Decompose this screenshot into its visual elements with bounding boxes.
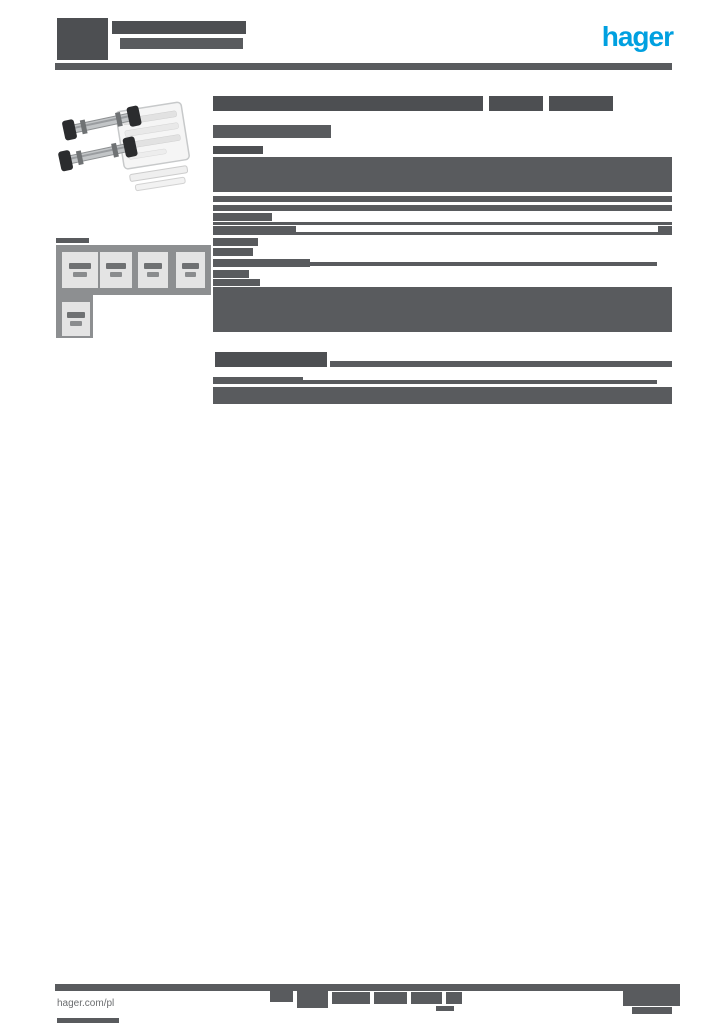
spec-label [213, 377, 303, 384]
thumbnail-product-shape [144, 263, 163, 269]
section-rule [330, 361, 672, 367]
footer-date-block [57, 1018, 119, 1023]
footer-right-block [632, 1007, 672, 1014]
paragraph-block [213, 287, 672, 332]
spec-hairline [310, 262, 657, 266]
spec-label [213, 238, 258, 246]
thumbnail-image [62, 252, 98, 288]
footer-text-word [332, 992, 370, 1004]
footer-text-word [270, 991, 293, 1002]
spec-label [213, 213, 272, 221]
thumbnail-caption [56, 238, 89, 243]
paragraph-line [213, 196, 672, 202]
product-photo-illustration [57, 92, 200, 194]
product-name-segment [549, 96, 613, 111]
product-photo [57, 92, 200, 194]
thumbnail-product-shape [147, 272, 159, 277]
thumbnail-product-shape [67, 312, 84, 318]
spec-hairline [213, 232, 672, 235]
doc-title-line2 [120, 38, 243, 49]
doc-title-block [57, 18, 108, 60]
footer-text-word [297, 991, 328, 1008]
footer-text-word [436, 1006, 454, 1011]
section-heading [215, 352, 327, 367]
paragraph-line [213, 205, 672, 211]
spec-label [213, 279, 260, 286]
spec-hairline [213, 222, 672, 225]
section-heading [213, 146, 263, 154]
thumbnail-image [100, 252, 132, 288]
spec-label [213, 248, 253, 256]
thumbnail-product-shape [182, 263, 200, 269]
thumbnail-product-shape [110, 272, 123, 277]
thumbnail-product-shape [185, 272, 197, 277]
product-name-segment [213, 96, 483, 111]
footer-link[interactable]: hager.com/pl [57, 997, 177, 1011]
product-reference [213, 125, 331, 138]
spec-label [213, 270, 249, 278]
footer-right-block [623, 987, 680, 1006]
doc-title-line1 [112, 21, 246, 34]
spec-label [213, 259, 310, 267]
paragraph-block [213, 387, 672, 404]
hager-logo: hager [601, 21, 673, 52]
thumbnail-product-shape [69, 263, 91, 269]
thumbnail-image [176, 252, 205, 288]
footer-text-word [446, 992, 462, 1004]
paragraph-block [213, 157, 672, 192]
footer-text-word [411, 992, 442, 1004]
footer-text-word [374, 992, 407, 1004]
thumbnail-image [62, 302, 90, 336]
thumbnail-product-shape [70, 321, 81, 326]
footer-rule [55, 984, 680, 991]
thumbnail-product-shape [73, 272, 87, 277]
thumbnail-image [138, 252, 168, 288]
header-rule [55, 63, 672, 70]
spec-hairline [303, 380, 657, 384]
product-name-segment [489, 96, 543, 111]
thumbnail-product-shape [106, 263, 126, 269]
